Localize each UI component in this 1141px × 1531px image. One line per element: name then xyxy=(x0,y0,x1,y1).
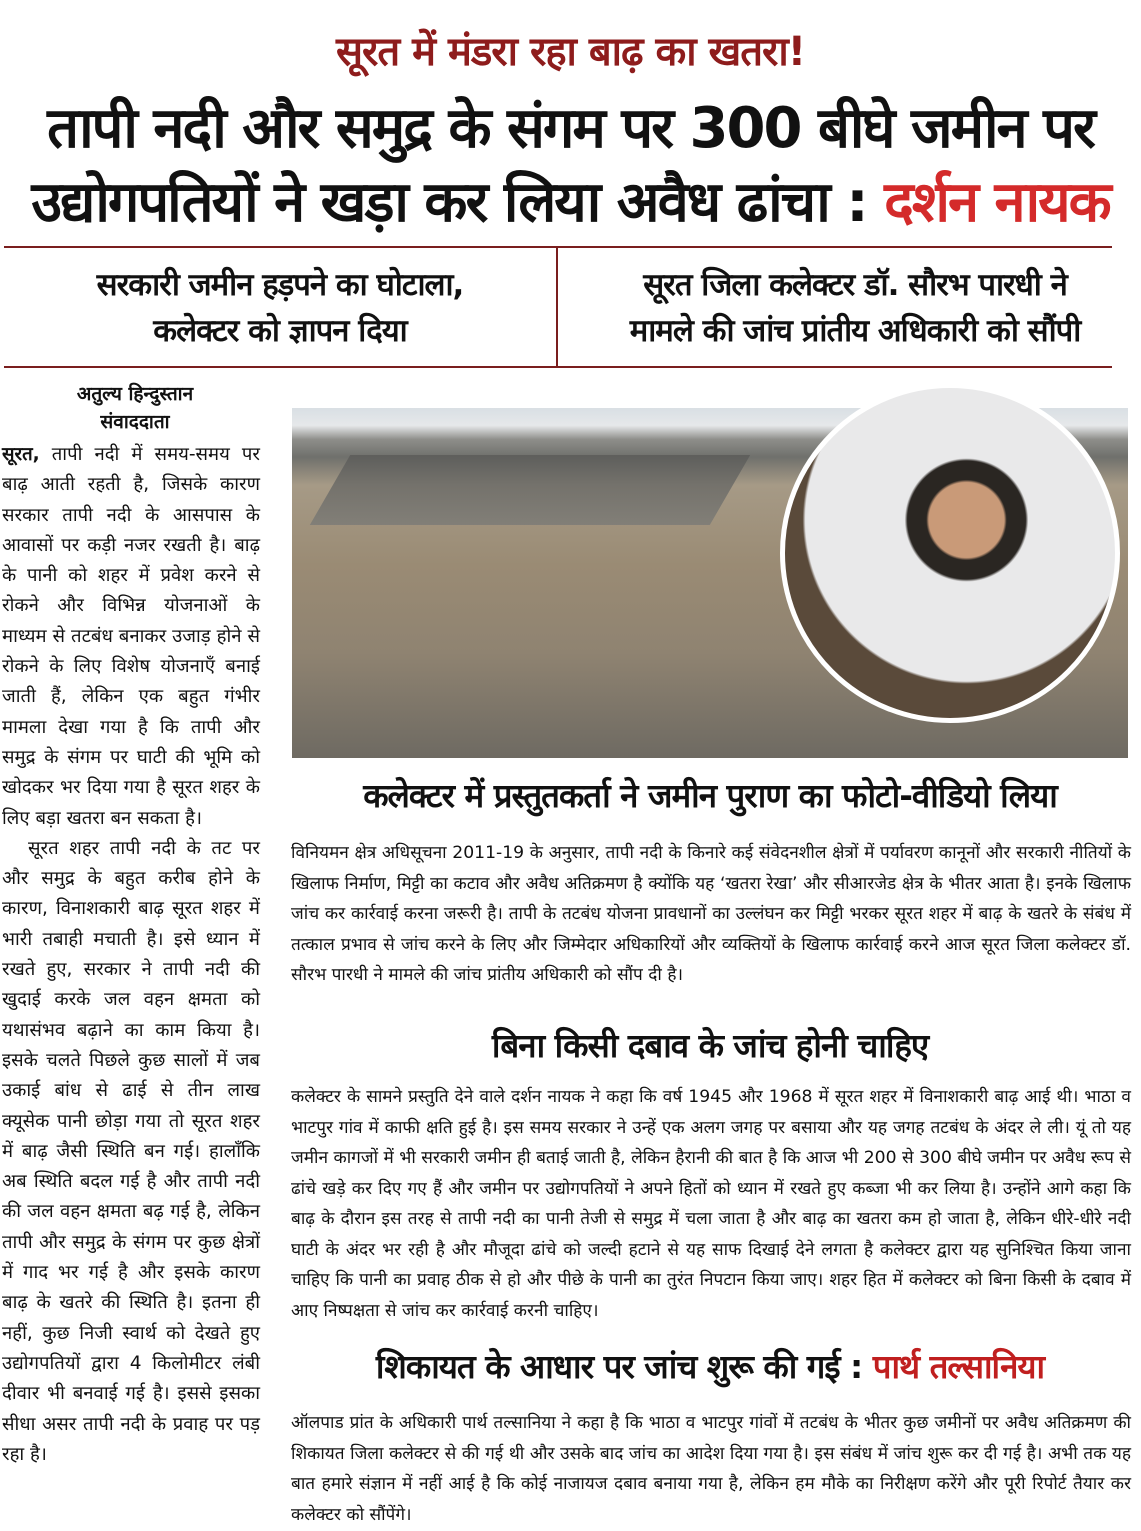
headline-attribution: दर्शन नायक xyxy=(884,170,1110,235)
section2-body: कलेक्टर के सामने प्रस्तुति देने वाले दर्शन नायक ने कहा कि वर्ष 1945 और 1968 में सूरत शहर में विनाशकारी बाढ़ आई थी। भाठा व भाटपुर गांव में काफी क्षति हुई है। इस समय सरकार ने उन्हें एक अलग जगह पर बसाया और यह जगह तटबंध के अंदर ले ली। यूं तो यह जमीन कागजों में भी सरकारी जमीन ही बताई जाती है, लेकिन हैरानी की बात है कि आज भी 200 से 300 बीघे जमीन पर अवैध रूप से ढांचे खड़े कर दिए गए हैं और जमीन पर उद्योगपतियों ने अपने हितों को ध्यान में रखते हुए कब्जा भी कर लिया है। उन्होंने आगे कहा कि बाढ़ के दौरान इस तरह से तापी नदी का पानी तेजी से समुद्र में चला जाता है और बाढ़ का खतरा कम हो जाता है, लेकिन धीरे-धीरे नदी घाटी के अंदर भर रही है और मौजूदा ढांचे को जल्दी हटाने से यह साफ दिखाई देने लगता है कलेक्टर द्वारा यह सुनिश्चित किया जाना चाहिए कि पानी का प्रवाह ठीक से हो और पीछे के पानी का तुरंत निपटान किया जाए। शहर हित में कलेक्टर को बिना किसी के दबाव में आए निष्पक्षता से जांच कर कार्रवाई करनी चाहिए। xyxy=(291,1087,1131,1321)
section1-body: विनियमन क्षेत्र अधिसूचना 2011-19 के अनुसार, तापी नदी के किनारे कई संवेदनशील क्षेत्रों में पर्यावरण कानूनों और सरकारी नीतियों के खिलाफ निर्माण, मिट्टी का कटाव और अवैध अतिक्रमण है क्योंकि यह ‘खतरा रेखा’ और सीआरजेड क्षेत्र के भीतर आता है। इनके खिलाफ जांच कर कार्रवाई करना जरूरी है। तापी के तटबंध योजना प्रावधानों का उल्लंघन कर मिट्टी भरकर सूरत शहर में बाढ़ के खतरे के संबंध में तत्काल प्रभाव से जांच करने के लिए और जिम्मेदार अधिकारियों और व्यक्तियों के खिलाफ कार्रवाई करने आज सूरत जिला कलेक्टर डॉ. सौरभ पारधी ने मामले की जांच प्रांतीय अधिकारी को सौंप दी है। xyxy=(291,843,1131,985)
divider-bottom xyxy=(4,366,1112,368)
section3-body: ऑलपाड प्रांत के अधिकारी पार्थ तल्सानिया ने कहा है कि भाठा व भाटपुर गांवों में तटबंध के भीतर कुछ जमीनों पर अवैध अतिक्रमण की शिकायत जिला कलेक्टर से की गई थी और उसके बाद जांच का आदेश दिया गया है। इस संबंध में जांच शुरू कर दी गई है। अभी तक यह बात हमारे संज्ञान में नहीं आई है कि कोई नाजायज दबाव बनाया गया है, लेकिन हम मौके का निरीक्षण करेंगे और पूरी रिपोर्ट तैयार कर कलेक्टर को सौंपेंगे। xyxy=(291,1413,1131,1525)
speaker-portrait-photo xyxy=(780,383,1120,723)
headline-line-2: उद्योगपतियों ने खड़ा कर लिया अवैध ढांचा : दर्शन नायक xyxy=(31,170,1110,235)
left-column-article xyxy=(2,440,260,1470)
main-headline xyxy=(0,92,1141,240)
divider-vertical xyxy=(556,246,558,366)
dateline: सूरत, xyxy=(2,444,40,465)
paragraph: सूरत शहर तापी नदी के तट पर और समुद्र के बहुत करीब होने के कारण, विनाशकारी बाढ़ सूरत शहर में भारी तबाही मचाती है। इसे ध्यान में रखते हुए, सरकार ने तापी नदी की खुदाई करके जल वहन क्षमता को यथासंभव बढ़ाने का काम किया है। इसके चलते पिछले कुछ सालों में जब उकाई बांध से ढाई से तीन लाख क्यूसेक पानी छोड़ा गया तो सूरत शहर में बाढ़ जैसी स्थिति बन गई। हालाँकि अब स्थिति बदल गई है और तापी नदी की जल वहन क्षमता बढ़ गई है, लेकिन तापी और समुद्र के संगम पर कुछ क्षेत्रों में गाद भर गई है और इसके कारण बाढ़ के खतरे की स्थिति है। इतना ही नहीं, कुछ निजी स्वार्थ को देखते हुए उद्योगपतियों द्वारा 4 किलोमीटर लंबी दीवार भी बनवाई गई है। इससे इसका सीधा असर तापी नदी के प्रवाह पर पड़ रहा है। xyxy=(2,837,260,1465)
site-photo-road xyxy=(310,455,750,525)
section3-attribution: पार्थ तल्सानिया xyxy=(872,1347,1045,1386)
deck-left: सरकारी जमीन हड़पने का घोटाला, कलेक्टर को ज्ञापन दिया xyxy=(96,267,464,349)
deck-right: सूरत जिला कलेक्टर डॉ. सौरभ पारधी ने मामले की जांच प्रांतीय अधिकारी को सौंपी xyxy=(629,267,1081,349)
section3-heading: शिकायत के आधार पर जांच शुरू की गई : पार्थ तल्सानिया xyxy=(375,1347,1045,1386)
divider-top xyxy=(4,246,1112,248)
section2-heading: बिना किसी दबाव के जांच होनी चाहिए xyxy=(491,1026,929,1065)
paragraph: सूरत, तापी नदी में समय-समय पर बाढ़ आती रहती है, जिसके कारण सरकार तापी नदी के आसपास के आवासों पर कड़ी नजर रखती है। बाढ़ के पानी को शहर में प्रवेश करने से रोकने और विभिन्न योजनाओं के माध्यम से तटबंध बनाकर उजाड़ होने से रोकने के लिए विशेष योजनाएँ बनाई जाती हैं, लेकिन एक बहुत गंभीर मामला देखा गया है कि तापी और समुद्र के संगम पर घाटी की भूमि को खोदकर भर दिया गया है सूरत शहर के लिए बड़ा खतरा बन सकता है। xyxy=(2,444,260,829)
headline-line-1: तापी नदी और समुद्र के संगम पर 300 बीघे जमीन पर xyxy=(47,96,1094,161)
byline: अतुल्य हिन्दुस्तान संवाददाता xyxy=(76,383,194,433)
section1-heading: कलेक्टर में प्रस्तुतकर्ता ने जमीन पुराण का फोटो-वीडियो लिया xyxy=(363,776,1057,815)
kicker-headline: सूरत में मंडरा रहा बाढ़ का खतरा! xyxy=(336,29,805,75)
